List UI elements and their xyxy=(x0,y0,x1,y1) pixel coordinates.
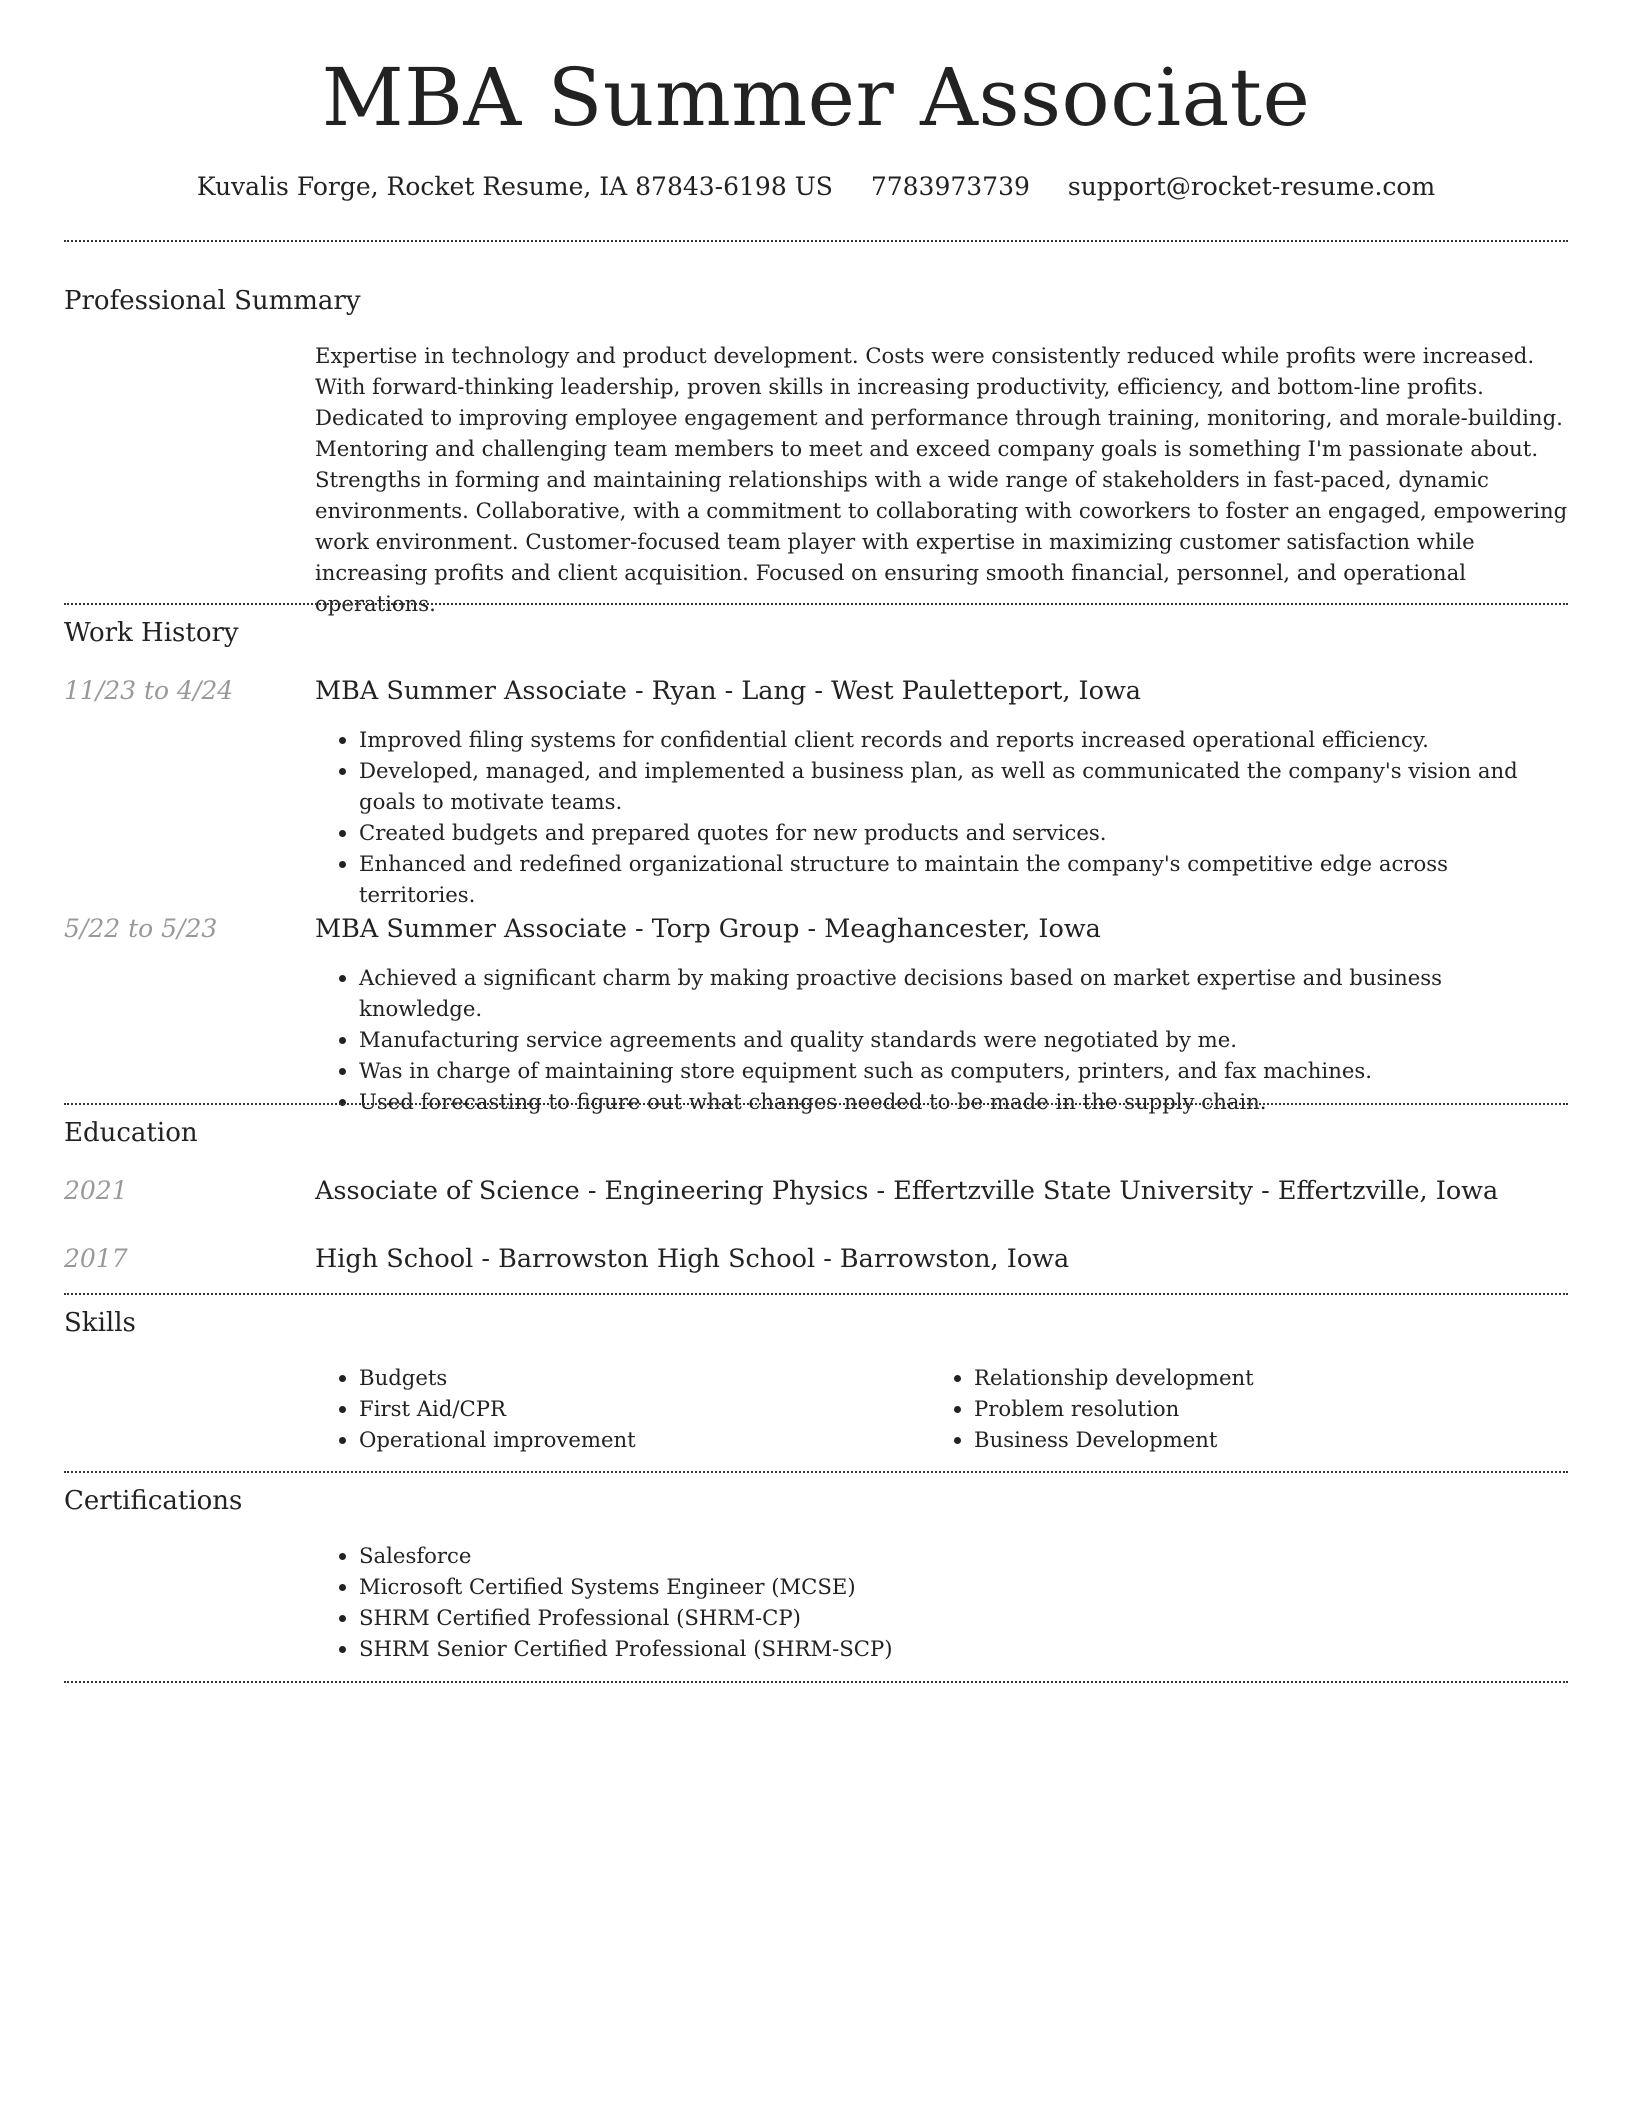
job-bullet: • Achieved a significant charm by making proactive decisions based on market expertise and business knowledge. xyxy=(359,962,1568,1024)
education-heading: High School - Barrowston High School - Barrowston, Iowa xyxy=(315,1244,1070,1274)
section-title-certifications: Certifications xyxy=(64,1486,243,1516)
section-divider xyxy=(64,1103,1568,1105)
summary-text: Expertise in technology and product development. Costs were consistently reduced while profits were increased. With forward-thinking leadership, proven skills in increasing productivity, efficiency, and bottom-line profits. Dedicated to improving employee engagement and performance through training, monitoring, and morale-building. Mentoring and challenging team members to meet and exceed company goals is something I'm passionate about. Strengths in forming and maintaining relationships with a wide range of stakeholders in fast-paced, dynamic environments. Collaborative, with a commitment to collaborating with coworkers to foster an engaged, empowering work environment. Customer-focused team player with expertise in maximizing customer satisfaction while increasing profits and client acquisition. Focused on ensuring smooth financial, personnel, and operational operations. xyxy=(315,343,1568,616)
skill-item: • Relationship development xyxy=(974,1362,1534,1393)
job-heading: MBA Summer Associate - Torp Group - Meaghancester, Iowa xyxy=(315,914,1101,944)
certification-item: • SHRM Certified Professional (SHRM-CP) xyxy=(359,1602,1559,1633)
contact-line xyxy=(64,172,1568,202)
section-divider xyxy=(64,1681,1568,1683)
contact-phone: 7783973739 xyxy=(870,172,1030,201)
job-dates: 5/22 to 5/23 xyxy=(64,914,218,943)
section-title-skills: Skills xyxy=(64,1308,136,1338)
education-heading: Associate of Science - Engineering Physics - Effertzville State University - Effertzville, Iowa xyxy=(315,1176,1499,1206)
section-divider xyxy=(64,1471,1568,1473)
skill-item: • Operational improvement xyxy=(359,1424,919,1455)
job-bullet: • Manufacturing service agreements and quality standards were negotiated by me. xyxy=(359,1024,1568,1055)
section-divider xyxy=(64,240,1568,242)
resume-header xyxy=(64,50,1568,202)
job-bullet: • Used forecasting to figure out what changes needed to be made in the supply chain. xyxy=(359,1086,1568,1117)
job-bullet-list xyxy=(315,724,1568,910)
certifications-list xyxy=(315,1540,1559,1664)
skill-item: • First Aid/CPR xyxy=(359,1393,919,1424)
education-year: 2017 xyxy=(64,1244,128,1273)
education-year: 2021 xyxy=(64,1176,128,1205)
job-bullet: • Developed, managed, and implemented a business plan, as well as communicated the company's vision and goals to motivate teams. xyxy=(359,755,1568,817)
candidate-name: MBA Summer Associate xyxy=(321,51,1311,144)
skills-list-left xyxy=(315,1362,919,1455)
contact-email: support@rocket-resume.com xyxy=(1067,172,1436,201)
skill-item: • Problem resolution xyxy=(974,1393,1534,1424)
job-bullet: • Improved filing systems for confidential client records and reports increased operational efficiency. xyxy=(359,724,1568,755)
skill-item: • Budgets xyxy=(359,1362,919,1393)
section-divider xyxy=(64,603,1568,605)
job-bullet: • Enhanced and redefined organizational structure to maintain the company's competitive edge across territories. xyxy=(359,848,1568,910)
job-dates: 11/23 to 4/24 xyxy=(64,676,234,705)
skill-item: • Business Development xyxy=(974,1424,1534,1455)
section-title-summary: Professional Summary xyxy=(64,286,361,316)
job-bullet: • Was in charge of maintaining store equipment such as computers, printers, and fax machines. xyxy=(359,1055,1568,1086)
certification-item: • SHRM Senior Certified Professional (SHRM-SCP) xyxy=(359,1633,1559,1664)
skills-list-right xyxy=(930,1362,1534,1455)
job-bullet-list xyxy=(315,962,1568,1117)
certification-item: • Salesforce xyxy=(359,1540,1559,1571)
job-bullet: • Created budgets and prepared quotes for new products and services. xyxy=(359,817,1568,848)
contact-address: Kuvalis Forge, Rocket Resume, IA 87843-6198 US xyxy=(196,172,833,201)
section-divider xyxy=(64,1293,1568,1295)
section-title-education: Education xyxy=(64,1118,198,1148)
certification-item: • Microsoft Certified Systems Engineer (MCSE) xyxy=(359,1571,1559,1602)
section-title-work-history: Work History xyxy=(64,618,239,648)
job-heading: MBA Summer Associate - Ryan - Lang - West Pauletteport, Iowa xyxy=(315,676,1141,706)
